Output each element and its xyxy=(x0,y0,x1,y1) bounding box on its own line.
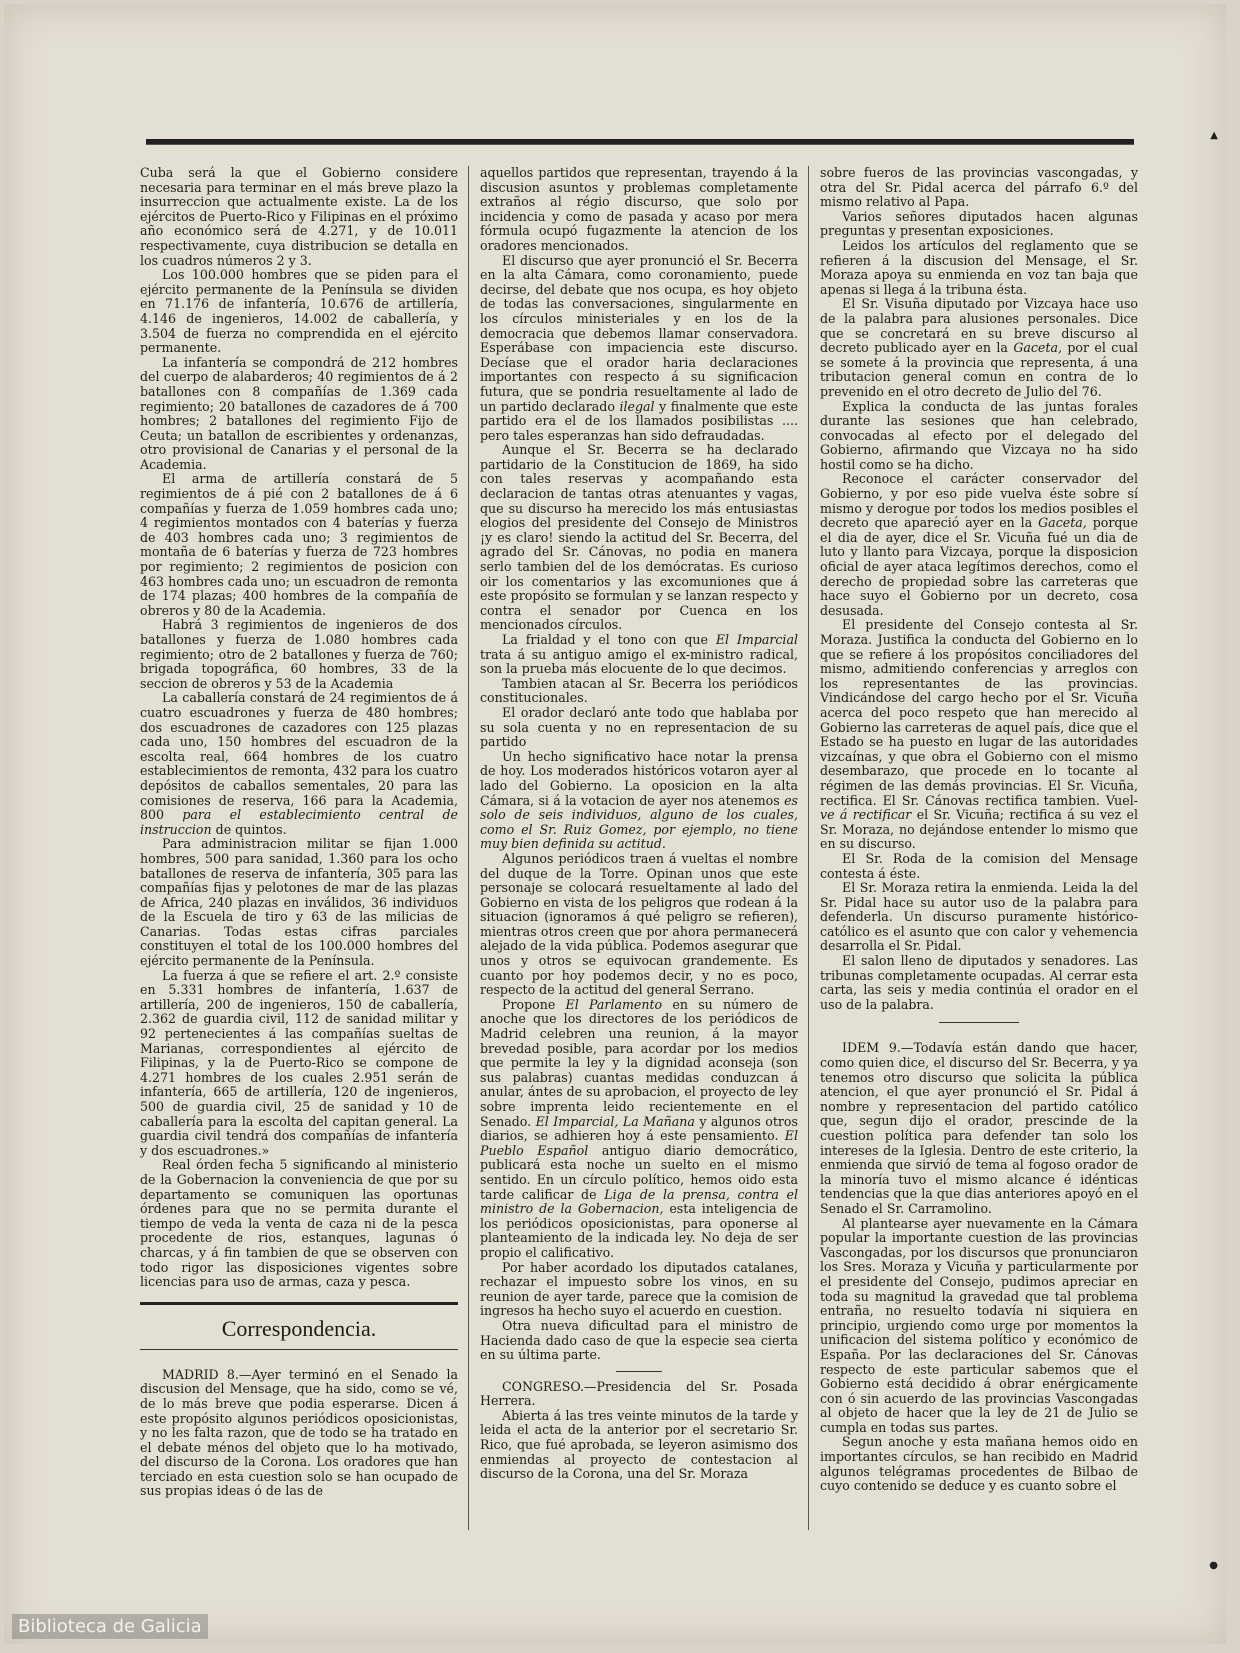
paragraph xyxy=(480,998,798,1261)
text: por el cual se somete á la provincia que representa, á una tributacion general comun en contra de lo prevenido en el otro decreto de Julio del 76. xyxy=(820,340,1138,399)
italic-text: es solo de seis individuos, alguno de los cuales, como el Sr. Ruiz Gomez, por ejemplo, no tiene muy bien definida su actitud. xyxy=(480,792,798,852)
text: El discurso que ayer pronunció el Sr. Becerra en la alta Cámara, como coronamiento, puede decirse, del debate que nos ocupa, es hoy objeto de todas las conversaciones, singularmente en los círculos ministeriales y en los de la democracia que debemos llamar conservadora. Esperábase con impaciencia este discurso. Decíase que el orador haria declaraciones importantes con respecto á su significacion futura, que se pondria resueltamente al lado de un partido declarado xyxy=(480,252,798,414)
paragraph: Leidos los artículos del reglamento que se refieren á la discusion del Mensage, el Sr. Moraza apoya su enmienda en voz tan baja que apenas si llega á la tribuna ésta. xyxy=(820,237,1138,297)
paragraph: El Sr. Moraza retira la enmienda. Leida la del Sr. Pidal hace su autor uso de la palabra para defenderla. Un discurso puramente histórico-católico es el asunto que con calor y vehemencia desarrolla el Sr. Pidal. xyxy=(820,880,1138,954)
paragraph: CONGRESO.—Presidencia del Sr. Posada Herrera. xyxy=(480,1378,798,1409)
paragraph xyxy=(820,297,1138,399)
text: esta inteligencia de los periódicos oposicionistas, para oponerse al planteamiento de la indicada ley. No deja de ser propio el calificativo. xyxy=(480,1201,798,1260)
column-separator xyxy=(808,166,809,1530)
text: Propone xyxy=(502,996,556,1012)
margin-mark: ▲ xyxy=(1210,130,1218,141)
divider xyxy=(939,1022,1019,1023)
paragraph: Varios señores diputados hacen algunas preguntas y presentan exposiciones. xyxy=(820,208,1138,239)
column-3 xyxy=(820,166,1138,1494)
text: antiguo diario democrático, publicará esta noche un suelto en el mismo sentido. En un círculo político, hemos oido esta tarde calificar de xyxy=(480,1142,798,1202)
paragraph: El salon lleno de diputados y senadores. Las tribunas completamente ocupadas. Al cerrar esta carta, las seis y media continúa el orador en el uso de la palabra. xyxy=(820,953,1138,1012)
paragraph xyxy=(480,750,798,852)
paragraph: Al plantearse ayer nuevamente en la Cámara popular la importante cuestion de las provincias Vascongadas, por los discursos que pronunciaron los Sres. Moraza y Vicuña y particularmente por el presidente del Consejo, pudimos apreciar en toda su magnitud la gravedad que tal problema entraña, no resuelto todavía ni siquiera en principio, urgiendo como urge por momentos la unificacion del sistema político y económico de España. Por las declaraciones del Sr. Cánovas respecto de este particular sabemos que el Gobierno está decidido á obrar enérgicamente con ó sin acuerdo de las provincias Vascongadas al objeto de hacer que la ley de 21 de Julio se cumpla en todas sus partes. xyxy=(820,1215,1138,1435)
paragraph: Real órden fecha 5 significando al ministerio de la Gobernacion la conveniencia de que por su departamento se comuniquen las oportunas órdenes para que no se permita durante el tiempo de veda la venta de caza ni de la pesca procedente de rios, estanques, lagunas ó charcas, y á fin tambien de que se observen con todo rigor las disposiciones vigentes sobre licencias para uso de armas, caza y pesca. xyxy=(140,1157,458,1290)
paragraph xyxy=(480,633,798,677)
paragraph: MADRID 8.—Ayer terminó en el Senado la discusion del Mensage, que ha sido, como se vé, de lo más breve que podia esperarse. Dicen á este propósito algunos periódicos oposicionistas, y no les falta razon, que de todo se ha tratado en el debate ménos del objeto que lo ha motivado, del discurso de la Corona. Los oradores que han terciado en esta cuestion solo se han ocupado de sus propias ideas ó de las de xyxy=(140,1366,458,1499)
paragraph: El Sr. Roda de la comision del Mensage contesta á éste. xyxy=(820,850,1138,881)
paragraph: La fuerza á que se refiere el art. 2.º consiste en 5.331 hombres de infantería, 1.637 de artillería, 200 de ingenieros, 150 de caballería, 2.362 de guardia civil, 112 de sanidad militar y 92 pertenecientes á las compañías sueltas de Marianas, correspondientes al ejército de Filipinas, y la de Puerto-Rico se compone de 4.271 hombres de los cuales 2.951 serán de infantería, 665 de artillería, 120 de ingenieros, 500 de guardia civil, 25 de sanidad y 10 de caballería para la escolta del capitan general. La guardia civil tendrá dos compañías de infantería y dos escuadrones.» xyxy=(140,967,458,1158)
divider xyxy=(616,1371,662,1372)
italic-text: ilegal xyxy=(619,398,655,414)
italic-text: ve á rectificar xyxy=(820,807,912,823)
column-1 xyxy=(140,166,458,1499)
paragraph: La infantería se compondrá de 212 hombres del cuerpo de alabarderos; 40 regimientos de á 2 batallones con 8 compañías de 1.369 cada regimiento; 20 batallones de cazadores de á 700 hombres; 2 batallones del regimiento Fijo de Ceuta; un batallon de escribientes y ordenanzas, otro provisional de Canarias y el personal de la Academia. xyxy=(140,354,458,472)
section-rule xyxy=(140,1349,458,1350)
paragraph: Otra nueva dificultad para el ministro de Hacienda dado caso de que la especie sea cierta en su última parte. xyxy=(480,1317,798,1363)
text: El Sr. Visuña diputado por Vizcaya hace uso de la palabra para alusiones personales. Dice que se concretará en su breve discurso al decreto publicado ayer en la xyxy=(820,296,1138,356)
paragraph: Segun anoche y esta mañana hemos oido en importantes círculos, se han recibido en Madrid algunos telégramas procedentes de Bilbao de cuyo contenido se deduce y es cuanto sobre el xyxy=(820,1434,1138,1494)
paragraph: Para administracion militar se fijan 1.000 hombres, 500 para sanidad, 1.360 para los ocho batallones de reserva de infantería, 305 para las compañías fijas y pelotones de mar de las plazas de Africa, 240 plazas en inválidos, 36 individuos de la Escuela de tiro y 63 de las milicias de Canarias. Todas estas cifras parciales constituyen el total de los 100.000 hombres del ejército permanente de la Península. xyxy=(140,836,458,969)
italic-text: El Imparcial, La Mañana xyxy=(535,1113,695,1129)
paragraph: Abierta á las tres veinte minutos de la tarde y leida el acta de la anterior por el secretario Sr. Rico, que fué aprobada, se leyeron asimismo dos enmiendas al proyecto de contestacion al discurso de la Corona, una del Sr. Moraza xyxy=(480,1407,798,1482)
paragraph: Tambien atacan al Sr. Becerra los periódicos constitucionales. xyxy=(480,675,798,706)
paragraph: El arma de artillería constará de 5 regimientos de á pié con 2 batallones de á 6 compañías y fuerza de 1.059 hombres cada uno; 4 regimientos montados con 4 baterías y fuerza de 403 hombres cada uno; 3 regimientos de montaña de 6 baterías y fuerza de 723 hombres por regimiento; 2 regimientos de posicion con 463 hombres cada uno; un escuadron de remonta de 174 plazas; 400 hombres de la compañía de obreros y 80 de la Academia. xyxy=(140,471,458,618)
paragraph xyxy=(140,691,458,837)
paragraph: Los 100.000 hombres que se piden para el ejército permanente de la Península se dividen en 71.176 de infantería, 10.676 de artillería, 4.146 de ingenieros, 14.002 de caballería, y 3.504 de fuerza no comprendida en el ejército permanente. xyxy=(140,267,458,356)
paragraph: sobre fueros de las provincias vascongadas, y otra del Sr. Pidal acerca del párrafo 6.º del mismo relativo al Papa. xyxy=(820,165,1138,210)
paragraph xyxy=(480,254,798,444)
italic-text: El Parlamento xyxy=(565,996,663,1012)
text: y finalmente que este partido era el de los llamados posibilistas .... pero tales esperanzas han sido defraudadas. xyxy=(480,398,798,443)
text: de quintos. xyxy=(215,821,287,837)
paragraph xyxy=(820,618,1138,852)
italic-text: Liga de la prensa, contra el ministro de la Gobernacion, xyxy=(480,1186,798,1217)
italic-text: para el establecimiento central de instruccion xyxy=(140,807,458,837)
margin-mark: ● xyxy=(1209,1560,1218,1571)
paragraph: Explica la conducta de las juntas forales durante las sesiones que han celebrado, convocadas al efecto por el delegado del Gobierno, afirmando que Vizcaya no ha sido hostil como se ha dicho. xyxy=(820,398,1138,472)
paragraph: IDEM 9.—Todavía están dando que hacer, como quien dice, el discurso del Sr. Becerra, y ya tenemos otro discurso que solicita la pública atencion, el que ayer pronunció el Sr. Pidal á nombre y representacion del partido católico que, segun dijo el orador, prescinde de la cuestion política para defender tan solo los intereses de la Iglesia. Dentro de este criterio, la enmienda que sirvió de tema al fogoso orador de la minoría tuvo el mismo alcance é idénticas tendencias que la que dias anteriores apoyó en el Senado el Sr. Carramolino. xyxy=(820,1040,1138,1216)
text: el Sr. Vicuña; rectifica á su vez el Sr. Moraza, no dejándose entender lo mismo que en su discurso. xyxy=(820,807,1139,852)
text: porque el dia de ayer, dice el Sr. Vicuña fué un dia de luto y llanto para Vizcaya, porque la disposicion oficial de ayer ataca legítimos derechos, como el derecho de propiedad sobre las carreteras que hace suyo el Gobierno por un decreto, cosa desusada. xyxy=(820,515,1138,618)
section-rule xyxy=(140,1302,458,1305)
paragraph: El orador declaró ante todo que hablaba por su sola cuenta y no en representacion de su partido xyxy=(480,704,798,750)
text: La frialdad y el tono con que xyxy=(502,632,708,647)
text: en su número de anoche que los directores de los periódicos de Madrid celebren una reunion, á la mayor brevedad posible, para acordar por los medios que permite la ley y la dignidad aconseja (son sus palabras) cuantas medidas conduzcan á anular, ántes de su aprobacion, el proyecto de ley sobre imprenta leido recientemente en el Senado. xyxy=(480,996,798,1129)
italic-text: Gaceta, xyxy=(1038,515,1087,531)
text: El presidente del Consejo contesta al Sr. Moraza. Justifica la conducta del Gobierno en lo que se refiere á los propósitos conciliadores del mismo, admitiendo conferencias y arreglos con los representantes de las provincias. Vindicándose del cargo hecho por el Sr. Vicuña acerca del poco respeto que han merecido al Gobierno las carreteras de aquel país, dice que el Estado se ha puesto en lugar de las autoridades vizcaínas, y que obra el Gobierno con el mismo desembarazo, que procede en lo tocante al régimen de las demás provincias. El Sr. Vicuña, rectifica. El Sr. Cánovas rectifica tambien. Vuel- xyxy=(820,617,1138,808)
paragraph xyxy=(820,472,1138,618)
paragraph: aquellos partidos que representan, trayendo á la discusion asuntos y problemas completamente extraños al régio discurso, que solo por incidencia y como de pasada y acaso por mera fórmula ocupó fugazmente la atencion de los oradores mencionados. xyxy=(480,165,798,253)
text: trata á su antiguo amigo el ex-ministro radical, son la prueba más elocuente de lo que decimos. xyxy=(480,646,798,677)
text: Un hecho significativo hace notar la prensa de hoy. Los moderados históricos votaron ayer al lado del Gobierno. La oposicion en la alta Cámara, si á la votacion de ayer nos atenemos xyxy=(480,748,798,808)
column-separator xyxy=(468,166,469,1530)
header-rule xyxy=(146,139,1134,145)
text: Reconoce el carácter conservador del Gobierno, y por eso pide vuelva éste sobre sí mismo y derogue por todos los medios posibles el decreto que apareció ayer en la xyxy=(820,471,1138,531)
text: y algunos otros diarios, se adhieren hoy á este pensamiento. xyxy=(480,1113,798,1144)
paragraph: Por haber acordado los diputados catalanes, rechazar el impuesto sobre los vinos, en su reunion de ayer tarde, parece que la comision de ingresos ha hecho suyo el acuerdo en cuestion. xyxy=(480,1259,798,1319)
section-heading: Correspondencia. xyxy=(221,1315,377,1341)
italic-text: El Imparcial xyxy=(715,632,798,647)
paragraph: Habrá 3 regimientos de ingenieros de dos batallones y fuerza de 1.080 hombres cada regimiento; otro de 2 batallones y fuerza de 760; brigada topográfica, 60 hombres, 33 de la seccion de obreros y 53 de la Academia xyxy=(140,617,458,691)
italic-text: Gaceta, xyxy=(1013,340,1062,356)
text: La caballería constará de 24 regimientos de á cuatro escuadrones y fuerza de 480 hombres; dos escuadrones de cazadores con 125 plazas cada uno, 150 hombres del escuadron de la escolta real, 664 hombres de los cuatro establecimientos de remonta, 432 para los cuatro depósitos de caballos sementales, 20 para las comisiones de reserva, 166 para la Academia, 800 xyxy=(140,690,458,823)
library-watermark: Biblioteca de Galicia xyxy=(12,1614,208,1639)
column-2 xyxy=(480,166,798,1482)
italic-text: El Pueblo Español xyxy=(480,1128,798,1158)
paragraph: Cuba será la que el Gobierno considere necesaria para terminar en el más breve plazo la insurreccion que actualmente existe. La de los ejércitos de Puerto-Rico y Filipinas en el próximo año económico será de 4.271, y de 10.011 respectivamente, cuya distribucion se detalla en los cuadros números 2 y 3. xyxy=(140,165,458,268)
paragraph: Algunos periódicos traen á vueltas el nombre del duque de la Torre. Opinan unos que este personaje se colocará resueltamente al lado del Gobierno en vista de los peligros que rodean á la situacion (ignoramos á qué peligro se refieren), mientras otros creen que por ahora permanecerá alejado de la vida pública. Podemos asegurar que unos y otros se equivocan grandemente. Es cuanto por hoy podemos decir, y no es poco, respecto de la actitud del general Serrano. xyxy=(480,850,798,998)
paragraph: Aunque el Sr. Becerra se ha declarado partidario de la Constitucion de 1869, ha sido con tales reservas y acompañando esta declaracion de tantas otras atenuantes y vagas, que su discurso ha merecido los más entusiastas elogios del presidente del Consejo de Ministros ¡y es claro! siendo la actitud del Sr. Becerra, del agrado del Sr. Cánovas, no podia en manera serlo tambien del de los demócratas. Es curioso oir los comentarios y las excomuniones que á este propósito se formulan y se lanzan respecto y contra el senador por Cuenca en los mencionados círculos. xyxy=(480,442,798,633)
